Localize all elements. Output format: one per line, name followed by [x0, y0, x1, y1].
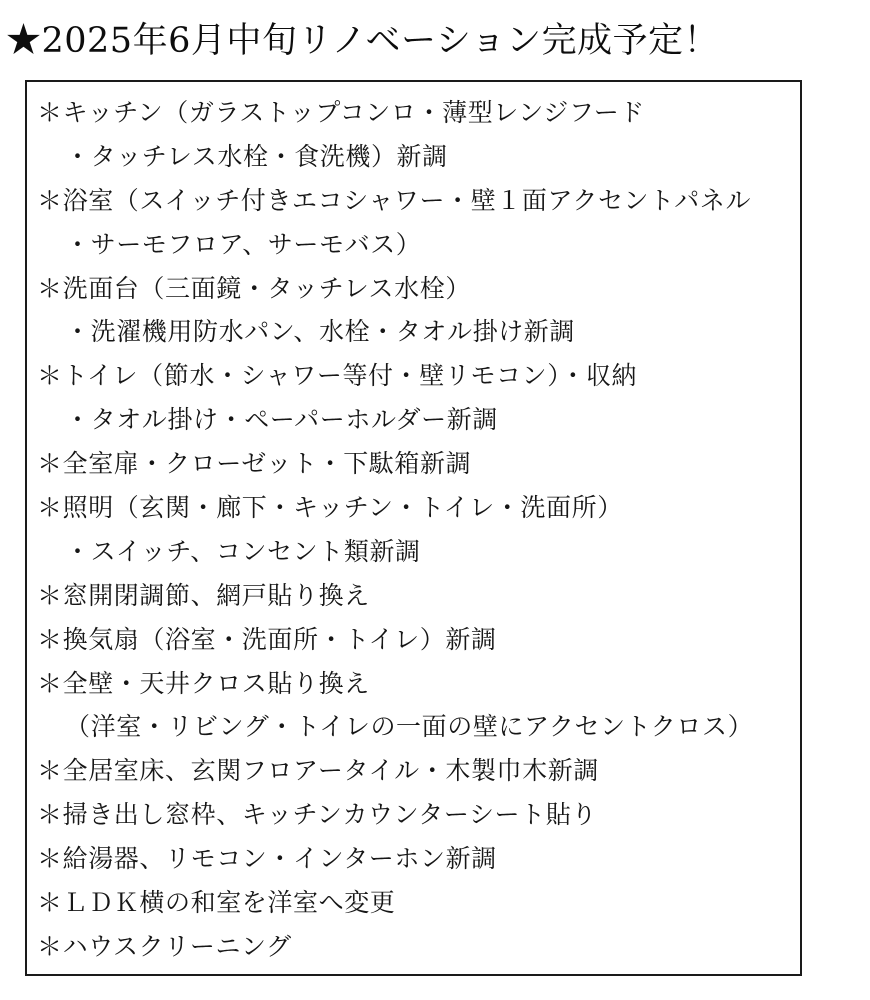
list-item-toilet: ＊トイレ（節水・シャワー等付・壁リモコン）・収納 [37, 361, 638, 391]
renovation-list-box [25, 80, 802, 976]
list-item-wallpaper: ＊全壁・天井クロス貼り換え [37, 668, 370, 698]
list-item-wallpaper-cont: （洋室・リビング・トイレの一面の壁にアクセントクロス） [65, 712, 754, 742]
list-item-floors: ＊全居室床、玄関フロアータイル・木製巾木新調 [37, 756, 599, 786]
page-title: ★2025年6月中旬リノベーション完成予定！ [6, 21, 720, 61]
list-item-ldk: ＊ＬＤＫ横の和室を洋室へ変更 [37, 888, 396, 918]
renovation-list [37, 91, 797, 969]
list-item-washstand-cont: ・洗濯機用防水パン、水栓・タオル掛け新調 [65, 317, 576, 347]
list-item-window-frame: ＊掃き出し窓枠、キッチンカウンターシート貼り [37, 800, 597, 830]
list-item-windows: ＊窓開閉調節、網戸貼り換え [37, 580, 370, 610]
list-item-lighting: ＊照明（玄関・廊下・キッチン・トイレ・洗面所） [37, 493, 623, 523]
list-item-kitchen-cont: ・タッチレス水栓・食洗機）新調 [65, 141, 448, 171]
list-item-lighting-cont: ・スイッチ、コンセント類新調 [65, 536, 421, 566]
list-item-fans: ＊換気扇（浴室・洗面所・トイレ）新調 [37, 624, 497, 654]
list-item-water-heater: ＊給湯器、リモコン・インターホン新調 [37, 844, 497, 874]
list-item-washstand: ＊洗面台（三面鏡・タッチレス水栓） [37, 273, 471, 303]
list-item-kitchen: ＊キッチン（ガラストップコンロ・薄型レンジフード [37, 98, 645, 127]
list-item-cleaning: ＊ハウスクリーニング [37, 931, 292, 961]
list-item-bathroom: ＊浴室（スイッチ付きエコシャワー・壁１面アクセントパネル [37, 185, 752, 215]
list-item-bathroom-cont: ・サーモフロア、サーモバス） [65, 229, 422, 259]
list-item-doors: ＊全室扉・クローゼット・下駄箱新調 [37, 449, 472, 479]
list-item-toilet-cont: ・タオル掛け・ペーパーホルダー新調 [65, 405, 498, 435]
